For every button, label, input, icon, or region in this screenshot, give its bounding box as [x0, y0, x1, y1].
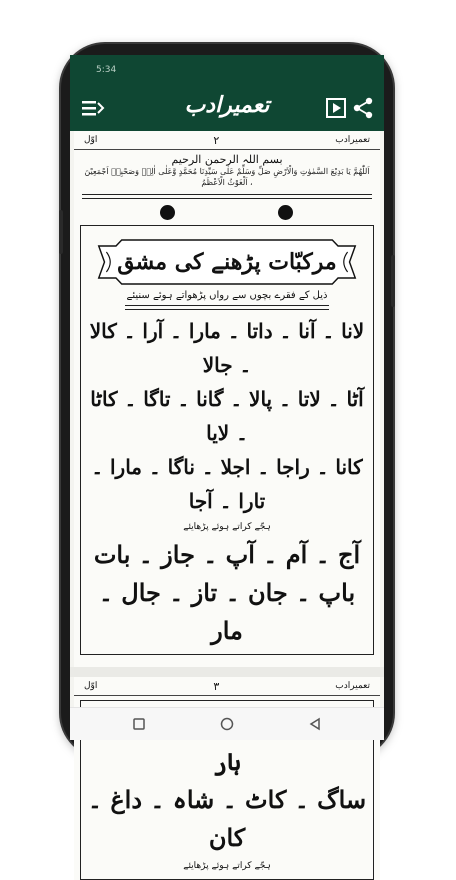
hole-icon	[278, 205, 293, 220]
back-icon[interactable]	[308, 717, 322, 731]
spelling-instruction: ہجّے کراتے ہوئے پڑھایئے	[183, 861, 271, 871]
share-icon[interactable]	[352, 97, 374, 119]
status-time: 5:34	[96, 65, 117, 75]
text-line: کانا ۔ راجا ۔ اجلا ۔ ناگا ۔ مارا ۔ تارا ۔ آجا	[91, 455, 363, 513]
dua-text: اَللّٰھُمَّ یَا بَدِیْعَ السَّمٰوٰتِ وَالْاَرْضِ صَلِّ وَسَلِّمْ عَلٰی سَیِّدِنَا مُحَمَّدٍ وَّعَلٰی اٰلِهٖ وَصَحْبِهٖ اَجْمَعِیْنَ ، اَلْغَوْثُ الْاَعْظَمُ	[84, 167, 370, 187]
system-nav-bar	[70, 707, 384, 740]
lesson-banner	[93, 238, 361, 286]
text-line: ساگ ۔ کاٹ ۔ شاہ ۔ داغ ۔ کان	[87, 785, 367, 852]
spelling-instruction: ہجّے کراتے ہوئے پڑھایئے	[183, 522, 271, 532]
part-label: اوّل	[84, 681, 98, 691]
app-bar	[70, 85, 384, 131]
volume-button	[59, 210, 63, 254]
page-header	[74, 677, 380, 696]
page-gap	[70, 667, 384, 677]
page-viewer[interactable]	[70, 131, 384, 871]
instruction-text: ذیل کے فقرے بچوں سے رواں پڑھواتے ہوئے سنیئے	[126, 290, 328, 301]
book-page	[74, 131, 380, 667]
app-title: تعمیرادب	[184, 92, 270, 118]
part-label: اوّل	[84, 135, 98, 145]
hole-icon	[160, 205, 175, 220]
recents-icon[interactable]	[132, 717, 146, 731]
lesson-box	[80, 225, 374, 655]
book-name: تعمیرادب	[335, 135, 370, 145]
play-icon[interactable]	[326, 98, 346, 118]
page-header	[74, 131, 380, 150]
page-number: ۳	[213, 679, 220, 693]
lesson-title: مرکبّات پڑھنے کی مشق	[117, 249, 337, 275]
home-icon[interactable]	[220, 717, 234, 731]
bismillah: بسم اللہ الرحمن الرحیم	[171, 153, 283, 166]
text-line: ہار	[212, 747, 242, 776]
power-button	[391, 255, 395, 307]
app-screen	[70, 55, 384, 871]
divider	[82, 194, 372, 199]
status-bar	[70, 55, 384, 85]
divider	[125, 305, 329, 310]
text-line: آج ۔ آم ۔ آپ ۔ جاز ۔ بات	[93, 540, 361, 569]
text-line: باپ ۔ جان ۔ تاز ۔ جال ۔ مار	[98, 578, 356, 645]
punch-holes	[82, 205, 372, 221]
book-name: تعمیرادب	[335, 681, 370, 691]
page-number: ۲	[213, 133, 220, 147]
text-line: آٹا ۔ لاتا ۔ پالا ۔ گانا ۔ تاگا ۔ کاٹا ۔ لایا	[90, 387, 364, 445]
text-line: لانا ۔ آنا ۔ داتا ۔ مارا ۔ آرا ۔ کالا ۔ جالا	[89, 319, 365, 377]
